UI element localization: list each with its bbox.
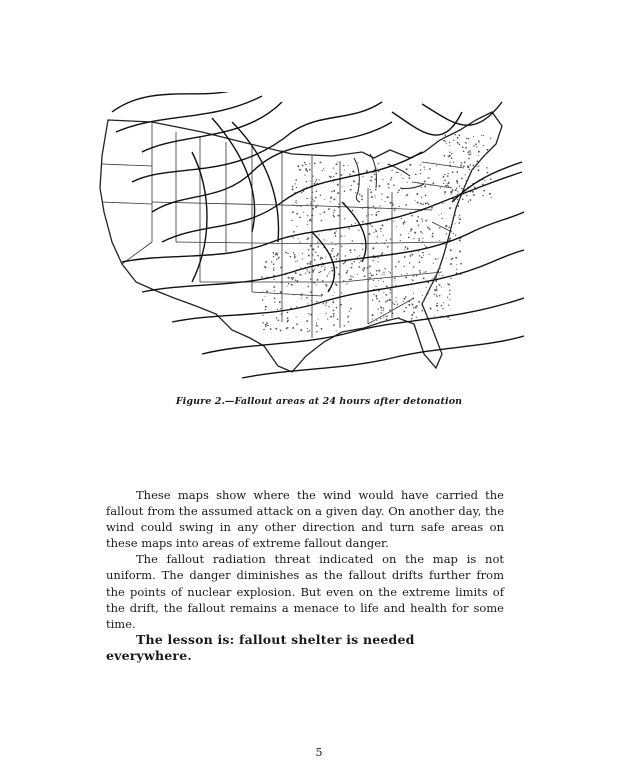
wind-streamline bbox=[142, 102, 282, 152]
wind-streamline bbox=[122, 172, 522, 262]
wind-streamline bbox=[342, 202, 366, 262]
wind-streamline bbox=[212, 118, 255, 232]
body-text bbox=[106, 487, 504, 664]
wind-streamline bbox=[112, 92, 242, 112]
wind-streamline bbox=[392, 112, 462, 135]
great-lakes bbox=[354, 154, 424, 202]
fallout-map-figure bbox=[92, 92, 524, 384]
us-fallout-map bbox=[92, 92, 524, 384]
paragraph-1: These maps show where the wind would have carried the fallout from the assumed attack on a given day. On another day, the wind could swing in any other direction and turn safe areas on these maps into areas of extreme fallout danger. bbox=[106, 488, 504, 551]
fallout-stipple-areas bbox=[261, 134, 492, 333]
wind-streamlines bbox=[112, 92, 524, 378]
wind-streamline bbox=[172, 250, 524, 322]
page-number: 5 bbox=[315, 746, 323, 759]
wind-streamline bbox=[242, 336, 524, 378]
wind-streamline bbox=[192, 152, 207, 282]
wind-streamline bbox=[162, 152, 422, 242]
paragraph-2: The fallout radiation threat indicated on the map is not uniform. The danger diminishes as the fallout drifts further from the points of nuclear explosion. But even on the extreme limits of the drift, the fallout remains a menace to life and health for some time. bbox=[106, 552, 504, 631]
lesson-statement: The lesson is: fallout shelter is needed everywhere. bbox=[106, 631, 415, 663]
figure-caption: Figure 2.—Fallout areas at 24 hours after detonation bbox=[175, 396, 463, 407]
